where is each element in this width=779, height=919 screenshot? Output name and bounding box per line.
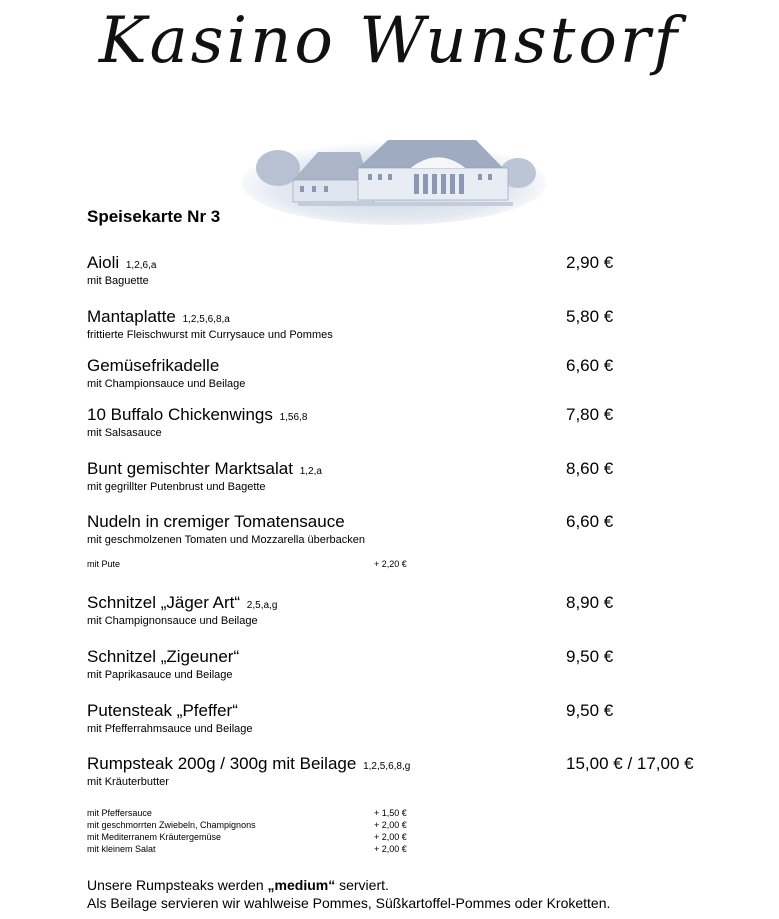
item-price: 7,80 € <box>566 405 614 424</box>
item-description: mit Kräuterbutter <box>87 776 169 788</box>
footer-text: serviert. <box>335 877 389 893</box>
extra-name: mit Mediterranem Kräutergemüse <box>87 832 222 842</box>
extra-name: mit Pute <box>87 559 121 569</box>
menu-heading: Speisekarte Nr 3 <box>87 207 221 226</box>
item-name: Nudeln in cremiger Tomatensauce <box>87 512 345 531</box>
item-codes: 1,2,6,a <box>125 260 157 271</box>
item-name: Gemüsefrikadelle <box>87 356 220 375</box>
item-price: 6,60 € <box>566 356 614 375</box>
item-price: 8,90 € <box>566 593 614 612</box>
menu-item <box>87 593 277 627</box>
item-codes: 2,5,a,g <box>246 600 278 611</box>
item-price: 9,50 € <box>566 701 614 720</box>
restaurant-title: Kasino Wunstorf <box>98 4 681 78</box>
item-price: 8,60 € <box>566 459 614 478</box>
item-description: mit Pfefferrahmsauce und Beilage <box>87 723 253 735</box>
menu-item <box>87 253 156 287</box>
extra-price: + 2,00 € <box>374 844 407 854</box>
item-name: Mantaplatte <box>87 307 176 326</box>
footer-text: Unsere Rumpsteaks werden <box>87 877 268 893</box>
menu-item <box>87 356 245 390</box>
item-description: mit geschmolzenen Tomaten und Mozzarella überbacken <box>87 534 366 546</box>
item-name: Putensteak „Pfeffer“ <box>87 701 238 720</box>
item-description: mit Paprikasauce und Beilage <box>87 669 233 681</box>
item-price: 6,60 € <box>566 512 614 531</box>
item-description: mit gegrillter Putenbrust und Bagette <box>87 481 266 493</box>
item-description: mit Championsauce und Beilage <box>87 378 246 390</box>
item-name: 10 Buffalo Chickenwings <box>87 405 273 424</box>
footer-bold: „medium“ <box>267 877 336 893</box>
menu-item <box>87 307 333 341</box>
item-description: mit Champignonsauce und Beilage <box>87 615 258 627</box>
menu-item <box>87 701 253 735</box>
extra-price: + 2,00 € <box>374 832 407 842</box>
extra-price: + 1,50 € <box>374 808 407 818</box>
item-description: mit Salsasauce <box>87 427 162 439</box>
menu-item <box>87 512 365 546</box>
footer-line-1 <box>87 876 610 894</box>
extra-price: + 2,20 € <box>374 559 407 569</box>
menu-item <box>87 754 410 788</box>
item-codes: 1,2,5,6,8,g <box>363 761 411 772</box>
extra-price: + 2,00 € <box>374 820 407 830</box>
item-price: 2,90 € <box>566 253 614 272</box>
item-description: mit Baguette <box>87 275 149 287</box>
item-price: 15,00 € / 17,00 € <box>566 754 694 773</box>
extra-name: mit Pfeffersauce <box>87 808 152 818</box>
item-name: Rumpsteak 200g / 300g mit Beilage <box>87 754 357 773</box>
item-name: Aioli <box>87 253 120 272</box>
footer-line-2: Als Beilage servieren wir wahlweise Pommes, Süßkartoffel-Pommes oder Kroketten. <box>87 895 611 911</box>
item-name: Schnitzel „Zigeuner“ <box>87 647 240 666</box>
extra-name: mit geschmorrten Zwiebeln, Champignons <box>87 820 256 830</box>
menu-item <box>87 405 307 439</box>
menu-item <box>87 459 322 493</box>
item-price: 9,50 € <box>566 647 614 666</box>
building-illustration-icon <box>238 128 550 226</box>
item-name: Bunt gemischter Marktsalat <box>87 459 293 478</box>
item-description: frittierte Fleischwurst mit Currysauce und Pommes <box>87 329 333 341</box>
menu-item <box>87 647 239 681</box>
item-name: Schnitzel „Jäger Art“ <box>87 593 241 612</box>
footer-note <box>87 876 610 912</box>
item-codes: 1,56,8 <box>279 412 308 423</box>
item-codes: 1,2,a <box>299 466 322 477</box>
extra-name: mit kleinem Salat <box>87 844 156 854</box>
item-codes: 1,2,5,6,8,a <box>182 314 230 325</box>
item-price: 5,80 € <box>566 307 614 326</box>
